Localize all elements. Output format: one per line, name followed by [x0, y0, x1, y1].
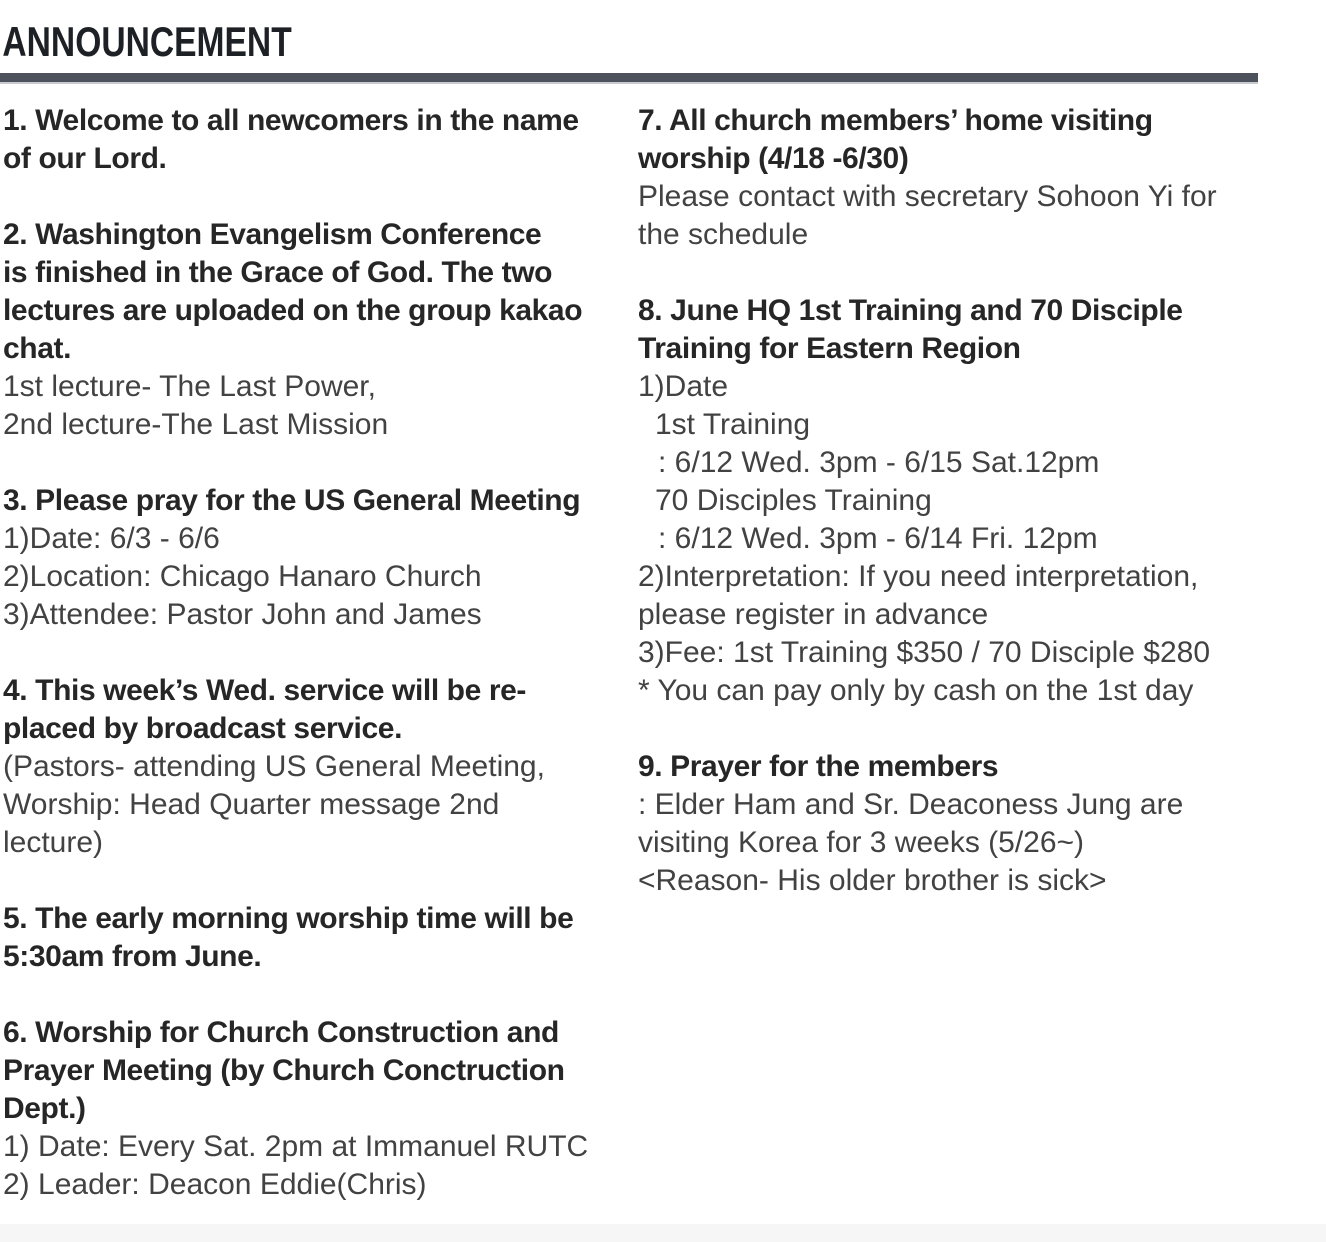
page-title: ANNOUNCEMENT [2, 18, 292, 65]
announcement-text-line: 2) Leader: Deacon Eddie(Chris) [3, 1168, 427, 1201]
announcement-text-line: 70 Disciples Training [655, 484, 932, 517]
announcement-heading-line: Dept.) [3, 1092, 86, 1125]
announcement-text-line: Please contact with secretary Sohoon Yi for [638, 180, 1217, 213]
announcement-text-line: : 6/12 Wed. 3pm - 6/14 Fri. 12pm [658, 522, 1098, 555]
announcement-heading-line: 4. This week’s Wed. service will be re- [3, 674, 526, 707]
announcement-item [3, 102, 615, 178]
announcement-heading-line: Training for Eastern Region [638, 332, 1021, 365]
announcement-text-line: 3)Fee: 1st Training $350 / 70 Disciple $280 [638, 636, 1211, 669]
left-column [3, 102, 615, 1242]
announcement-text-line: the schedule [638, 218, 809, 251]
announcement-heading-line: lectures are uploaded on the group kakao [3, 294, 583, 327]
announcement-text-line: * You can pay only by cash on the 1st day [638, 674, 1194, 707]
announcement-heading-line: 9. Prayer for the members [638, 750, 999, 783]
announcement-text-line: (Pastors- attending US General Meeting, [3, 750, 545, 783]
announcement-heading-line: 3. Please pray for the US General Meeting [3, 484, 581, 517]
announcement-heading-line: Prayer Meeting (by Church Conctruction [3, 1054, 565, 1087]
announcement-heading-line: chat. [3, 332, 72, 365]
announcement-heading-line: worship (4/18 -6/30) [638, 142, 909, 175]
announcement-heading-line: 5:30am from June. [3, 940, 262, 973]
announcement-heading-line: is finished in the Grace of God. The two [3, 256, 553, 289]
announcement-item [3, 216, 615, 444]
announcement-text-line: visiting Korea for 3 weeks (5/26~) [638, 826, 1085, 859]
announcement-text-line: 2nd lecture-The Last Mission [3, 408, 389, 441]
announcement-text-line: 3)Attendee: Pastor John and James [3, 598, 482, 631]
announcement-heading-line: 8. June HQ 1st Training and 70 Disciple [638, 294, 1183, 327]
announcement-item [3, 900, 615, 976]
announcement-item [3, 672, 615, 862]
announcement-item [638, 748, 1261, 900]
announcement-item [638, 292, 1261, 710]
announcement-text-line: 1)Date: 6/3 - 6/6 [3, 522, 220, 555]
announcement-text-line: 1)Date [638, 370, 729, 403]
announcement-heading-line: 2. Washington Evangelism Conference [3, 218, 542, 251]
announcement-heading-line: placed by broadcast service. [3, 712, 403, 745]
announcement-text-line: lecture) [3, 826, 104, 859]
announcement-text-line: Worship: Head Quarter message 2nd [3, 788, 500, 821]
announcement-heading-line: of our Lord. [3, 142, 167, 175]
announcement-text-line: 2)Interpretation: If you need interpretation, [638, 560, 1199, 593]
announcement-item [3, 1014, 615, 1204]
announcement-text-line: 1st Training [655, 408, 811, 441]
announcement-text-line: please register in advance [638, 598, 989, 631]
announcement-text-line: <Reason- His older brother is sick> [638, 864, 1107, 897]
announcement-text-line: 2)Location: Chicago Hanaro Church [3, 560, 482, 593]
bottom-strip [0, 1224, 1326, 1242]
announcement-item [638, 102, 1261, 254]
title-divider-rule [0, 73, 1258, 84]
announcement-item [3, 482, 615, 634]
announcement-heading-line: 6. Worship for Church Construction and [3, 1016, 559, 1049]
right-column [638, 102, 1261, 1242]
announcement-text-line: 1st lecture- The Last Power, [3, 370, 376, 403]
announcement-heading-line: 7. All church members’ home visiting [638, 104, 1153, 137]
announcement-text-line: : 6/12 Wed. 3pm - 6/15 Sat.12pm [658, 446, 1100, 479]
announcement-heading-line: 5. The early morning worship time will be [3, 902, 574, 935]
announcement-text-line: : Elder Ham and Sr. Deaconess Jung are [638, 788, 1184, 821]
announcement-heading-line: 1. Welcome to all newcomers in the name [3, 104, 579, 137]
announcement-columns [0, 102, 1326, 1242]
announcement-text-line: 1) Date: Every Sat. 2pm at Immanuel RUTC [3, 1130, 589, 1163]
